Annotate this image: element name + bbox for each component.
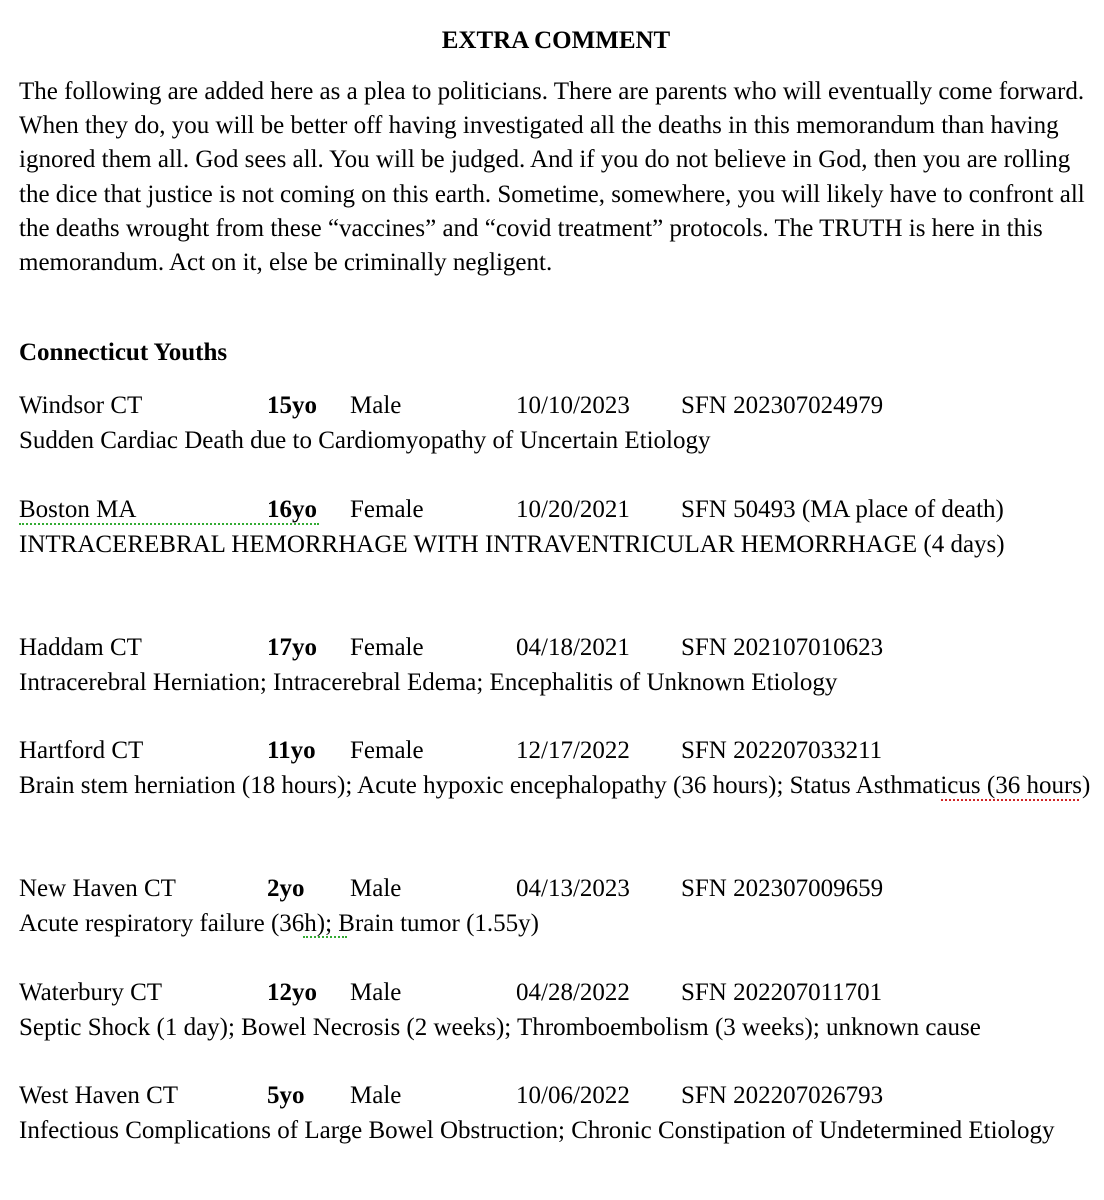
- record-place: Hartford CT: [19, 737, 144, 764]
- record-entry: [19, 389, 1099, 458]
- record-age: 11yo: [267, 737, 316, 764]
- record-sex: Male: [350, 979, 402, 1006]
- record-sex: Male: [350, 392, 402, 419]
- record-cause: INTRACEREBRAL HEMORRHAGE WITH INTRAVENTRICULAR HEMORRHAGE (4 days): [19, 530, 1005, 558]
- record-cause: Acute respiratory failure (36h); Brain tumor (1.55y): [19, 909, 539, 937]
- record-date: 10/20/2021: [516, 496, 630, 523]
- section-heading: Connecticut Youths: [19, 339, 228, 366]
- record-sex: Male: [350, 1082, 402, 1109]
- record-sfn: SFN 202307024979: [681, 392, 884, 419]
- record-cause: Sudden Cardiac Death due to Cardiomyopathy of Uncertain Etiology: [19, 426, 711, 454]
- record-date: 04/18/2021: [516, 634, 630, 661]
- record-age: 2yo: [267, 875, 305, 902]
- record-place: West Haven CT: [19, 1082, 179, 1109]
- record-sfn: SFN 202207033211: [681, 737, 883, 764]
- record-sfn: SFN 202307009659: [681, 875, 884, 902]
- record-header-line: [19, 631, 1099, 666]
- record-sex: Female: [350, 737, 424, 764]
- intro-paragraph: The following are added here as a plea to politicians. There are parents who will eventually come forward. When they do, you will be better off having investigated all the deaths in this memorandum than having ignored them all. God sees all. You will be judged. And if you do not believe in God, then you are rolling the dice that justice is not coming on this earth. Sometime, somewhere, you will likely have to confront all the deaths wrought from these “vaccines” and “covid treatment” protocols. The TRUTH is here in this memorandum. Act on it, else be criminally negligent.: [19, 78, 1085, 277]
- record-entry: [19, 1079, 1099, 1148]
- record-place: Haddam CT: [19, 634, 142, 661]
- record-date: 10/10/2023: [516, 392, 630, 419]
- document-title: EXTRA COMMENT: [441, 27, 671, 54]
- record-sex: Male: [350, 875, 402, 902]
- record-cause: Intracerebral Herniation; Intracerebral Edema; Encephalitis of Unknown Etiology: [19, 668, 838, 696]
- record-age: 15yo: [267, 392, 317, 419]
- record-entry: [19, 631, 1099, 700]
- record-age: 12yo: [267, 979, 317, 1006]
- record-sfn: SFN 50493 (MA place of death): [681, 496, 1004, 523]
- record-entry: [19, 976, 1099, 1045]
- record-age: 16yo: [267, 496, 317, 523]
- grammar-check-underline: [303, 936, 347, 938]
- record-place: Boston MA: [19, 496, 137, 523]
- record-cause: Brain stem herniation (18 hours); Acute hypoxic encephalopathy (36 hours); Status Asthmaticus (36 hours): [19, 771, 1091, 799]
- record-header-line: [19, 493, 1099, 528]
- record-sex: Female: [350, 634, 424, 661]
- record-sfn: SFN 202207026793: [681, 1082, 884, 1109]
- record-sfn: SFN 202207011701: [681, 979, 883, 1006]
- record-header-line: [19, 1079, 1099, 1114]
- grammar-check-underline: [19, 523, 319, 525]
- record-age: 5yo: [267, 1082, 305, 1109]
- record-header-line: [19, 872, 1099, 907]
- record-date: 04/13/2023: [516, 875, 630, 902]
- spellcheck-underline: [941, 799, 1079, 801]
- record-place: Windsor CT: [19, 392, 143, 419]
- record-date: 04/28/2022: [516, 979, 630, 1006]
- record-cause: Septic Shock (1 day); Bowel Necrosis (2 weeks); Thromboembolism (3 weeks); unknown cause: [19, 1013, 981, 1041]
- record-entry: [19, 872, 1099, 941]
- record-age: 17yo: [267, 634, 317, 661]
- record-date: 12/17/2022: [516, 737, 630, 764]
- record-entry: [19, 493, 1099, 562]
- record-place: New Haven CT: [19, 875, 176, 902]
- record-entry: [19, 734, 1099, 803]
- record-header-line: [19, 976, 1099, 1011]
- record-cause: Infectious Complications of Large Bowel Obstruction; Chronic Constipation of Undetermined Etiology: [19, 1116, 1055, 1144]
- record-header-line: [19, 734, 1099, 769]
- record-sex: Female: [350, 496, 424, 523]
- record-date: 10/06/2022: [516, 1082, 630, 1109]
- record-sfn: SFN 202107010623: [681, 634, 884, 661]
- record-header-line: [19, 389, 1099, 424]
- record-place: Waterbury CT: [19, 979, 163, 1006]
